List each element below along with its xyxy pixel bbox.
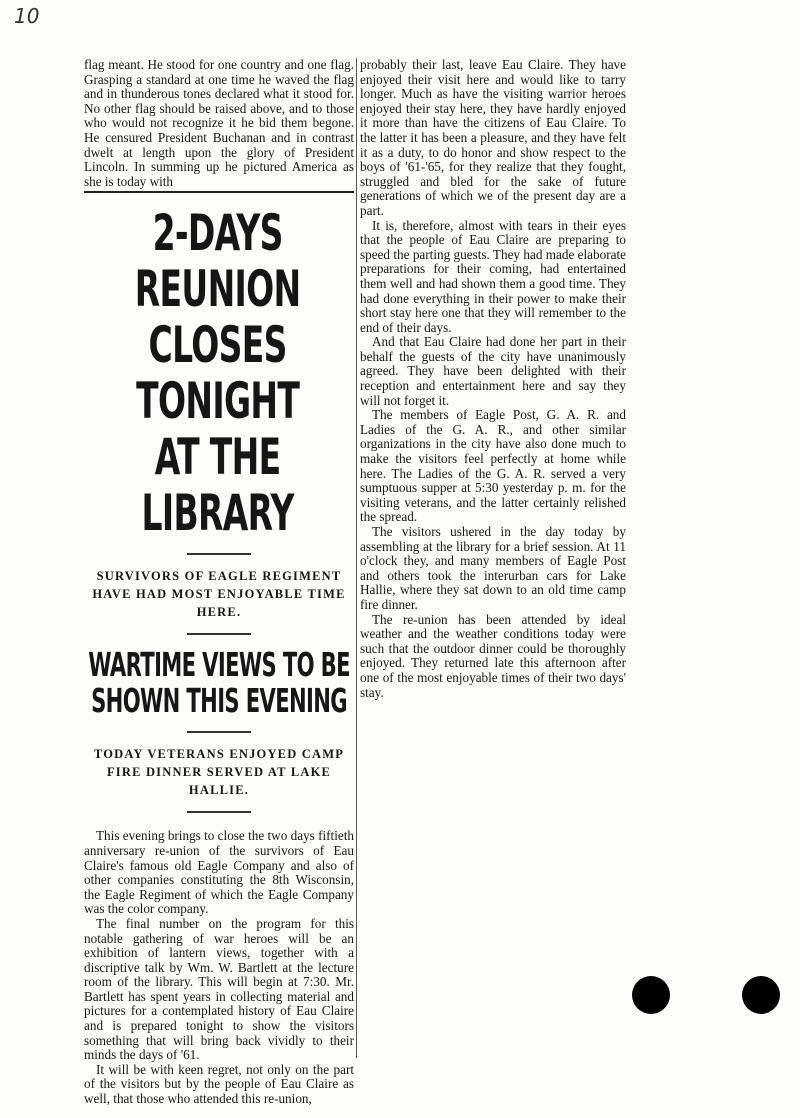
article-paragraph: The final number on the program for this notable gathering of war heroes will be an exhibition of lantern views, together with a discriptive talk by Wm. W. Bartlett at the lecture room of the library. This will begin at 7:30. Mr. Bartlett has spent years in collecting material and pictures for a contemplated history of Eau Claire and is prepared tonight to show the visitors something that will bring back vividly to their minds the days of '61. [84,915,354,1063]
article-paragraph: This evening brings to close the two days fiftieth anniversary re-union of the survivors of Eau Claire's famous old Eagle Company and also of other companies constituting the 8th Wisconsin, the Eagle Regiment of which the Eagle Company was the color company. [84,828,354,917]
divider [187,633,251,635]
headline-second-line: SHOWN THIS EVENING [91,681,347,721]
article-paragraph: And that Eau Claire had done her part in their behalf the guests of the city have unanimously agreed. They have been delighted with their reception and entertainment here and say they will not forget it. [360,334,626,408]
right-column [360,58,626,700]
divider [187,731,251,733]
article-paragraph: It is, therefore, almost with tears in their eyes that the people of Eau Claire are preparing to speed the parting guests. They had made elaborate preparations for their coming, had entertained them well and had shown them a good time. They had done everything in their power to make their short stay here one that they will remember to the end of their days. [360,217,626,335]
left-column [84,58,354,1107]
headline-second-line: WARTIME VIEWS TO BE [88,645,350,685]
divider [187,811,251,813]
subheadline-survivors: SURVIVORS OF EAGLE REGIMENT HAVE HAD MOST ENJOYABLE TIME HERE. [92,569,346,620]
article-paragraph: The re-union has been attended by ideal weather and the weather conditions today were such that the outdoor dinner could be thoroughly enjoyed. They returned late this afternoon after one of the most enjoyable times of their two days' stay. [360,611,626,700]
headline-main-line: CLOSES TONIGHT [136,316,300,431]
article-paragraph: The members of Eagle Post, G. A. R. and Ladies of the G. A. R., and other similar organizations in the city have also done much to make the visitors feel perfectly at home while here. The Ladies of the G. A. R. served a very sumptuous supper at 5:30 yesterday p. m. for the visiting veterans, and the latter certainly relished the spread. [360,407,626,525]
headline-main-line: AT THE LIBRARY [141,428,294,543]
divider [187,553,251,555]
article-paragraph: probably their last, leave Eau Claire. They have enjoyed their visit here and would like to tarry longer. Much as have the visiting warrior heroes enjoyed their stay here, they have hardly enjoyed it more than have the citizens of Eau Claire. To the latter it has been a pleasure, and they have felt it as a duty, to do honor and show respect to the boys of '61-'65, for they realize that they fought, struggled and bled for the sake of future generations of which we of the present day are a part. [360,57,626,218]
headline-main-line: 2-DAYS REUNION [134,204,301,319]
headline-main [84,205,351,541]
headline-wartime-views [84,647,354,719]
article-paragraph: It will be with keen regret, not only on the part of the visitors but by the people of Eau Claire as well, that those who attended this re-union, [84,1061,354,1107]
binder-hole-left [632,976,670,1014]
top-paragraph: flag meant. He stood for one country and one flag. Grasping a standard at one time he waved the flag and in thunderous tones declared what it stood for. No other flag should be raised above, and to those who would not recognize it he bid them begone. He censured President Buchanan and in contrast dwelt at length upon the glory of President Lincoln. In summing up he pictured America as she is today with [84,58,354,193]
column-rule [356,58,357,1058]
page-number: 10 [14,4,40,28]
article-paragraph: The visitors ushered in the day today by assembling at the library for a brief session. At 11 o'clock they, and many members of Eagle Post and others took the interurban cars for Lake Hallie, where they sat down to an old time camp fire dinner. [360,524,626,612]
subheadline-veterans: TODAY VETERANS ENJOYED CAMP FIRE DINNER SERVED AT LAKE HALLIE. [93,747,345,798]
binder-hole-right [742,976,780,1014]
